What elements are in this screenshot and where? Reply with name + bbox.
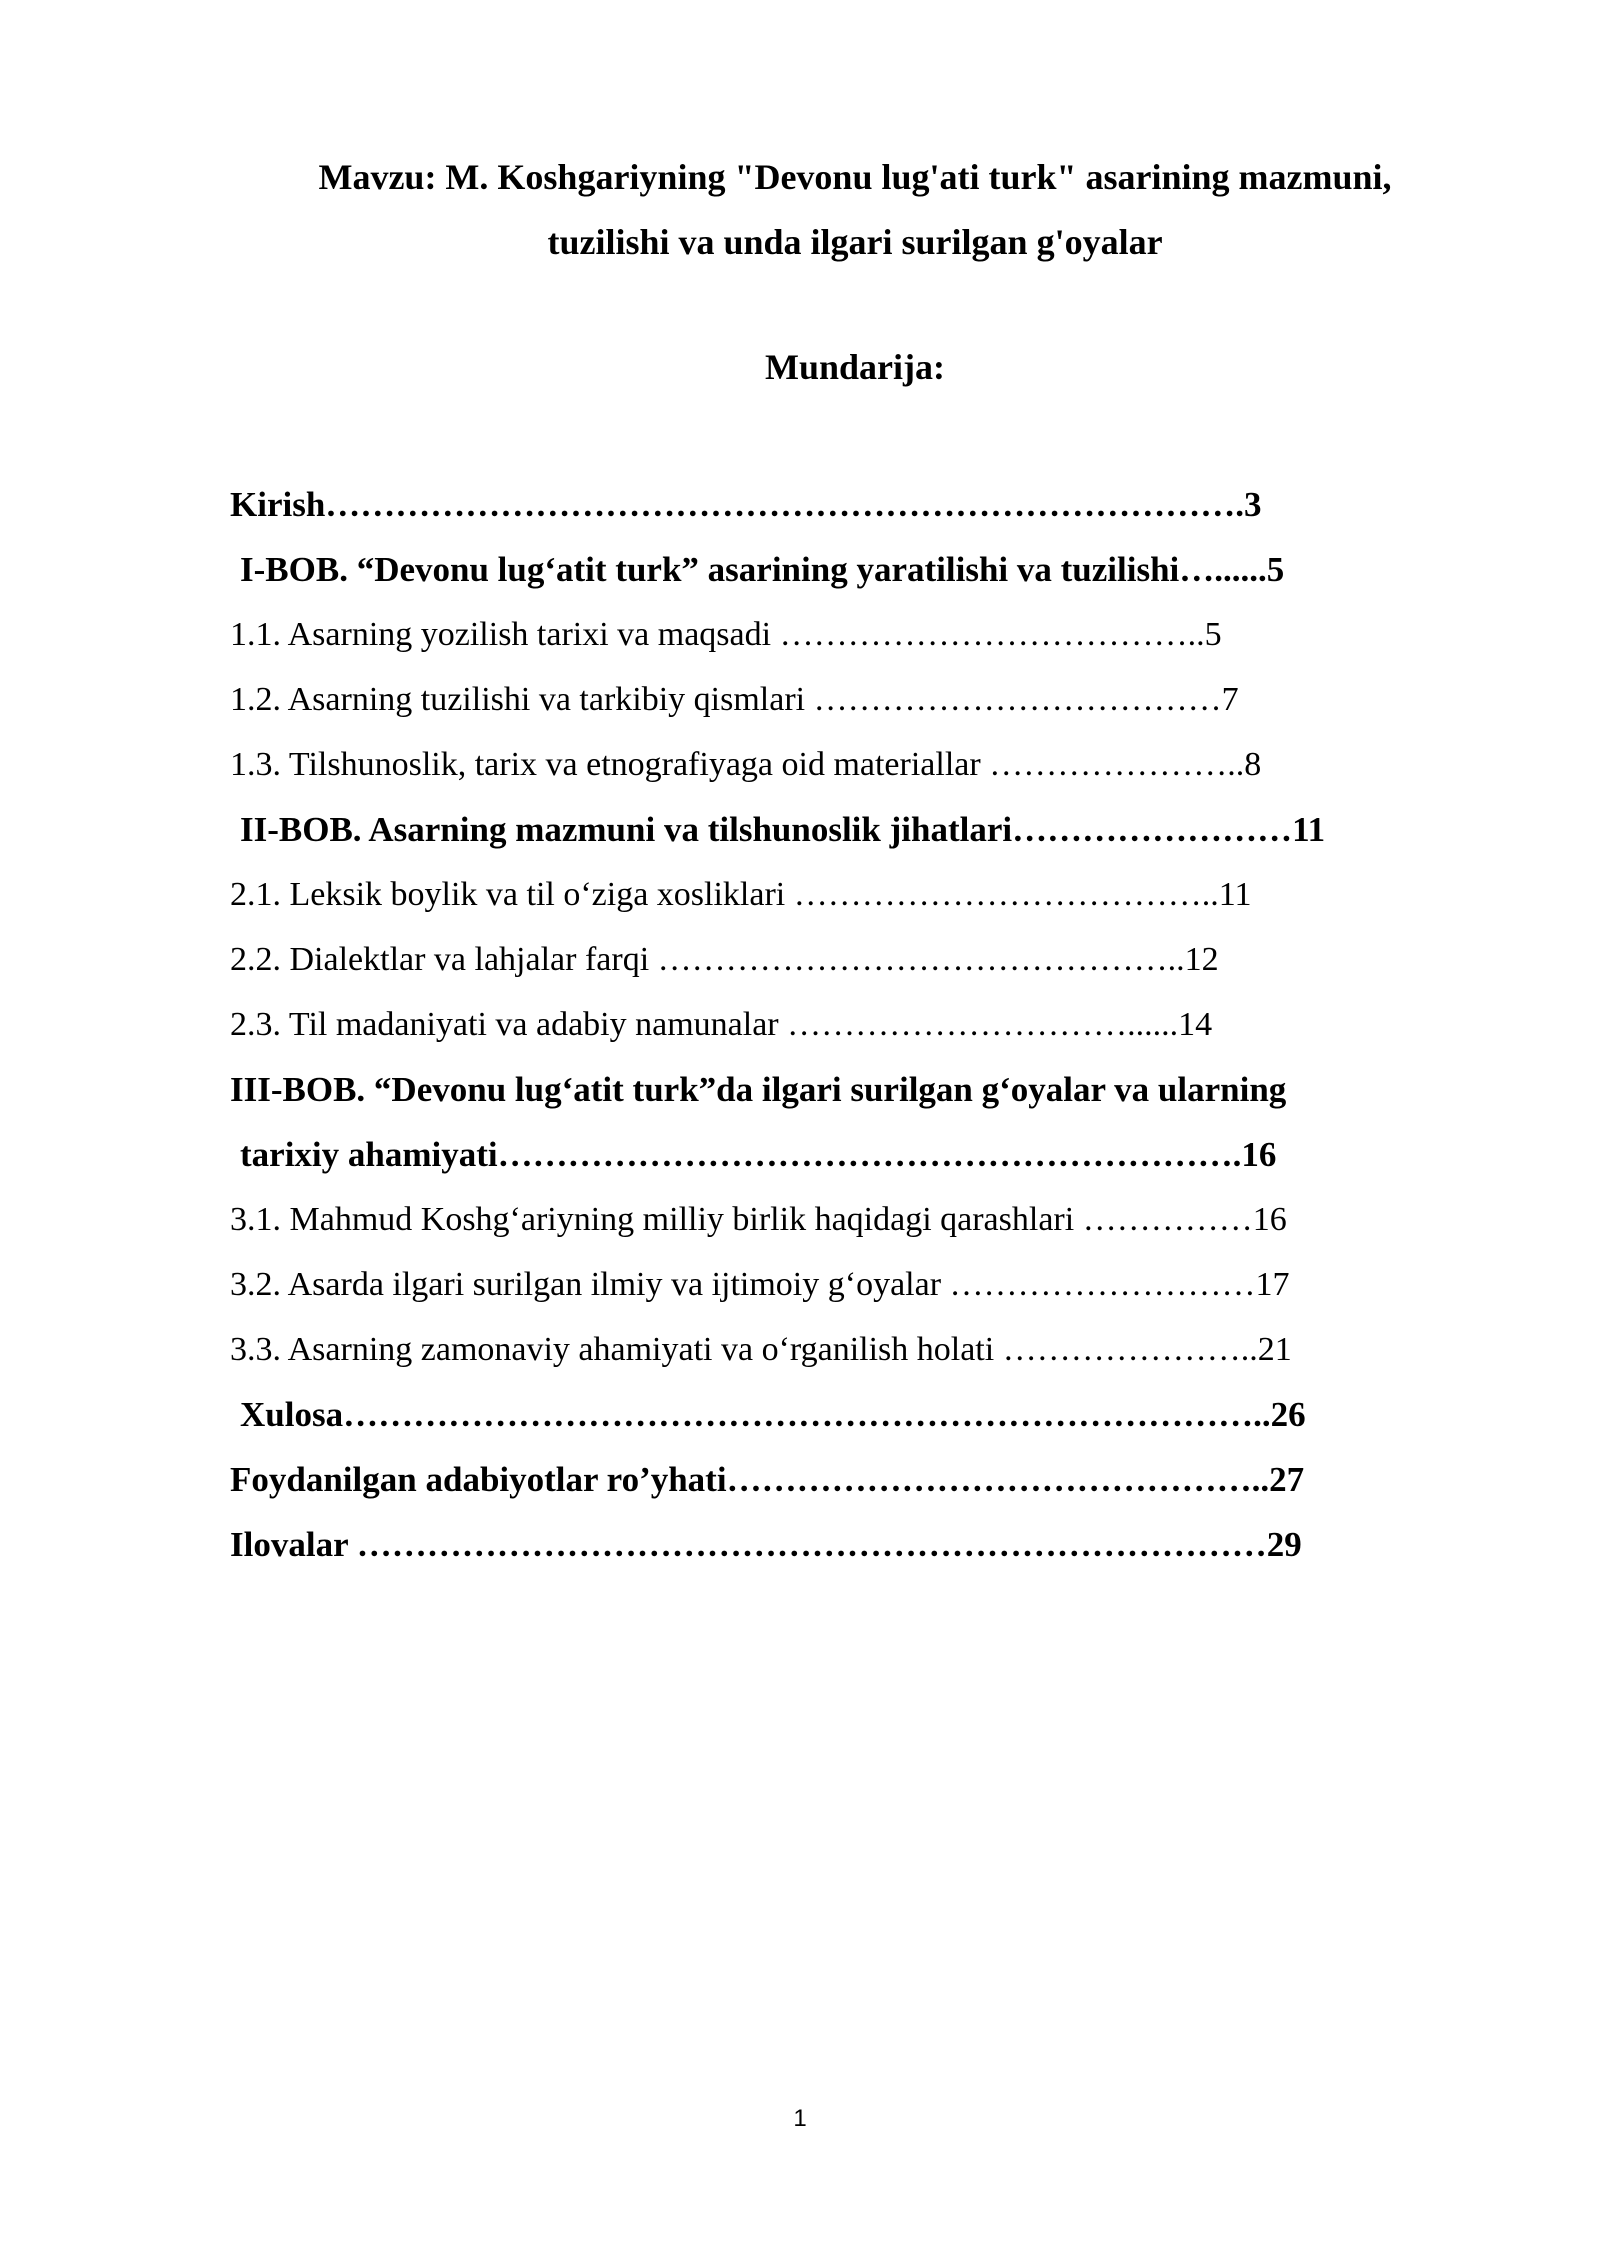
- toc-entry: I-BOB. “Devonu lug‘atit turk” asarining yaratilishi va tuzilishi…......5: [240, 550, 1285, 589]
- toc-entry: 3.2. Asarda ilgari surilgan ilmiy va ijtimoiy g‘oyalar ………………………17: [230, 1266, 1290, 1303]
- toc-entry: 1.1. Asarning yozilish tarixi va maqsadi ………………………………..5: [230, 616, 1222, 653]
- toc-heading: Mundarija:: [765, 347, 945, 387]
- toc-entry: 1.3. Tilshunoslik, tarix va etnografiyaga oid materiallar …………………..8: [230, 746, 1262, 783]
- toc-entry: 1.2. Asarning tuzilishi va tarkibiy qismlari ………………………………7: [230, 681, 1239, 718]
- toc-entry: 2.1. Leksik boylik va til o‘ziga xosliklari ………………………………..11: [230, 876, 1252, 913]
- toc-entry: 3.3. Asarning zamonaviy ahamiyati va o‘rganilish holati …………………..21: [230, 1331, 1292, 1368]
- title-line-2: tuzilishi va unda ilgari surilgan g'oyalar: [547, 222, 1163, 262]
- toc-entry: 2.2. Dialektlar va lahjalar farqi ………………………………………..12: [230, 941, 1219, 978]
- document-title: [230, 145, 1480, 275]
- toc-entry: Xulosa……………………………………………………………………..26: [240, 1395, 1306, 1434]
- toc-entry: Foydanilgan adabiyotlar ro’yhati………………………………………..27: [230, 1460, 1305, 1499]
- toc-entry: 2.3. Til madaniyati va adabiy namunalar …………………………......14: [230, 1006, 1213, 1043]
- toc-entry: Kirish…………………………………………………………………….3: [230, 485, 1262, 524]
- toc-entry: tarixiy ahamiyati……………………………………………………….16: [240, 1135, 1277, 1174]
- toc-entry: Ilovalar ……………………………………………………………………29: [230, 1525, 1302, 1564]
- toc-entry: II-BOB. Asarning mazmuni va tilshunoslik jihatlari……………………11: [240, 810, 1326, 849]
- title-line-1: Mavzu: M. Koshgariyning "Devonu lug'ati turk" asarining mazmuni,: [318, 157, 1392, 197]
- table-of-contents: [230, 472, 1450, 1577]
- toc-entry: 3.1. Mahmud Koshg‘ariyning milliy birlik haqidagi qarashlari ……………16: [230, 1201, 1287, 1238]
- toc-entry: III-BOB. “Devonu lug‘atit turk”da ilgari surilgan g‘oyalar va ularning: [230, 1070, 1287, 1109]
- page-number: 1: [793, 2105, 807, 2132]
